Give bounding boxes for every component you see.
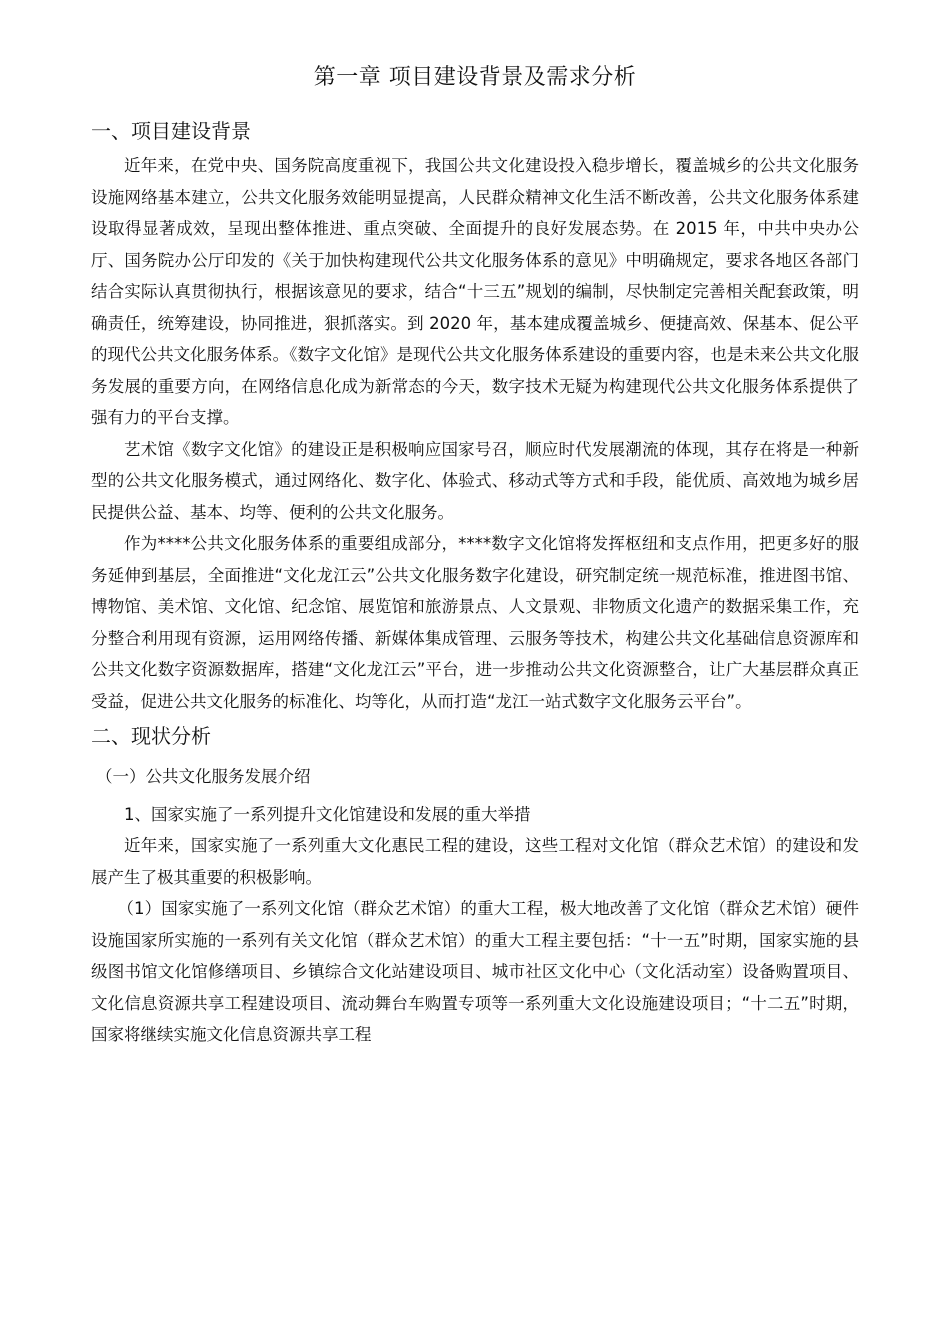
section-heading-status: 二、现状分析 <box>91 724 211 748</box>
subsection-heading: （一）公共文化服务发展介绍 <box>95 767 311 786</box>
paragraph: 近年来，国家实施了一系列重大文化惠民工程的建设，这些工程对文化馆（群众艺术馆）的建设和发展产生了极其重要的积极影响。 <box>91 836 859 887</box>
chapter-title: 第一章 项目建设背景及需求分析 <box>313 65 637 90</box>
item-heading: 1、国家实施了一系列提升文化馆建设和发展的重大举措 <box>124 804 531 824</box>
paragraph: 作为****公共文化服务体系的重要组成部分，****数字文化馆将发挥枢纽和支点作用，把更多好的服务延伸到基层，全面推进“文化龙江云”公共文化服务数字化建设，研究制定统一规范标准，推进图书馆、博物馆、美术馆、文化馆、纪念馆、展览馆和旅游景点、人文景观、非物质文化遗产的数据采集工作，充分整合利用现有资源，运用网络传播、新媒体集成管理、云服务等技术，构建公共文化基础信息资源库和公共文化数字资源数据库，搭建“文化龙江云”平台，进一步推动公共文化资源整合，让广大基层群众真正受益，促进公共文化服务的标准化、均等化，从而打造“龙江一站式数字文化服务云平台”。 <box>91 534 859 711</box>
document-body <box>91 62 859 1051</box>
paragraph: 艺术馆《数字文化馆》的建设正是积极响应国家号召，顺应时代发展潮流的体现，其存在将是一种新型的公共文化服务模式，通过网络化、数字化、体验式、移动式等方式和手段，能优质、高效地为城乡居民提供公益、基本、均等、便利的公共文化服务。 <box>91 439 859 522</box>
section-heading-background: 一、项目建设背景 <box>91 119 251 143</box>
paragraph: 近年来，在党中央、国务院高度重视下，我国公共文化建设投入稳步增长，覆盖城乡的公共文化服务设施网络基本建立，公共文化服务效能明显提高，人民群众精神文化生活不断改善，公共文化服务体系建设取得显著成效，呈现出整体推进、重点突破、全面提升的良好发展态势。在 2015 年，中共中央办公厅、国务院办公厅印发的《关于加快构建现代公共文化服务体系的意见》中明确规定，要求各地区各部门结合实际认真贯彻执行，根据该意见的要求，结合“十三五”规划的编制，尽快制定完善相关配套政策，明确责任，统筹建设，协同推进，狠抓落实。到 2020 年，基本建成覆盖城乡、便捷高效、保基本、促公平的现代公共文化服务体系。《数字文化馆》是现代公共文化服务体系建设的重要内容，也是未来公共文化服务发展的重要方向，在网络信息化成为新常态的今天，数字技术无疑为构建现代公共文化服务体系提供了强有力的平台支撑。 <box>91 156 859 427</box>
paragraph: （1）国家实施了一系列文化馆（群众艺术馆）的重大工程，极大地改善了文化馆（群众艺术馆）硬件设施国家所实施的一系列有关文化馆（群众艺术馆）的重大工程主要包括：“十一五”时期，国家实施的县级图书馆文化馆修缮项目、乡镇综合文化站建设项目、城市社区文化中心（文化活动室）设备购置项目、文化信息资源共享工程建设项目、流动舞台车购置专项等一系列重大文化设施建设项目；“十二五”时期，国家将继续实施文化信息资源共享工程 <box>91 899 859 1044</box>
